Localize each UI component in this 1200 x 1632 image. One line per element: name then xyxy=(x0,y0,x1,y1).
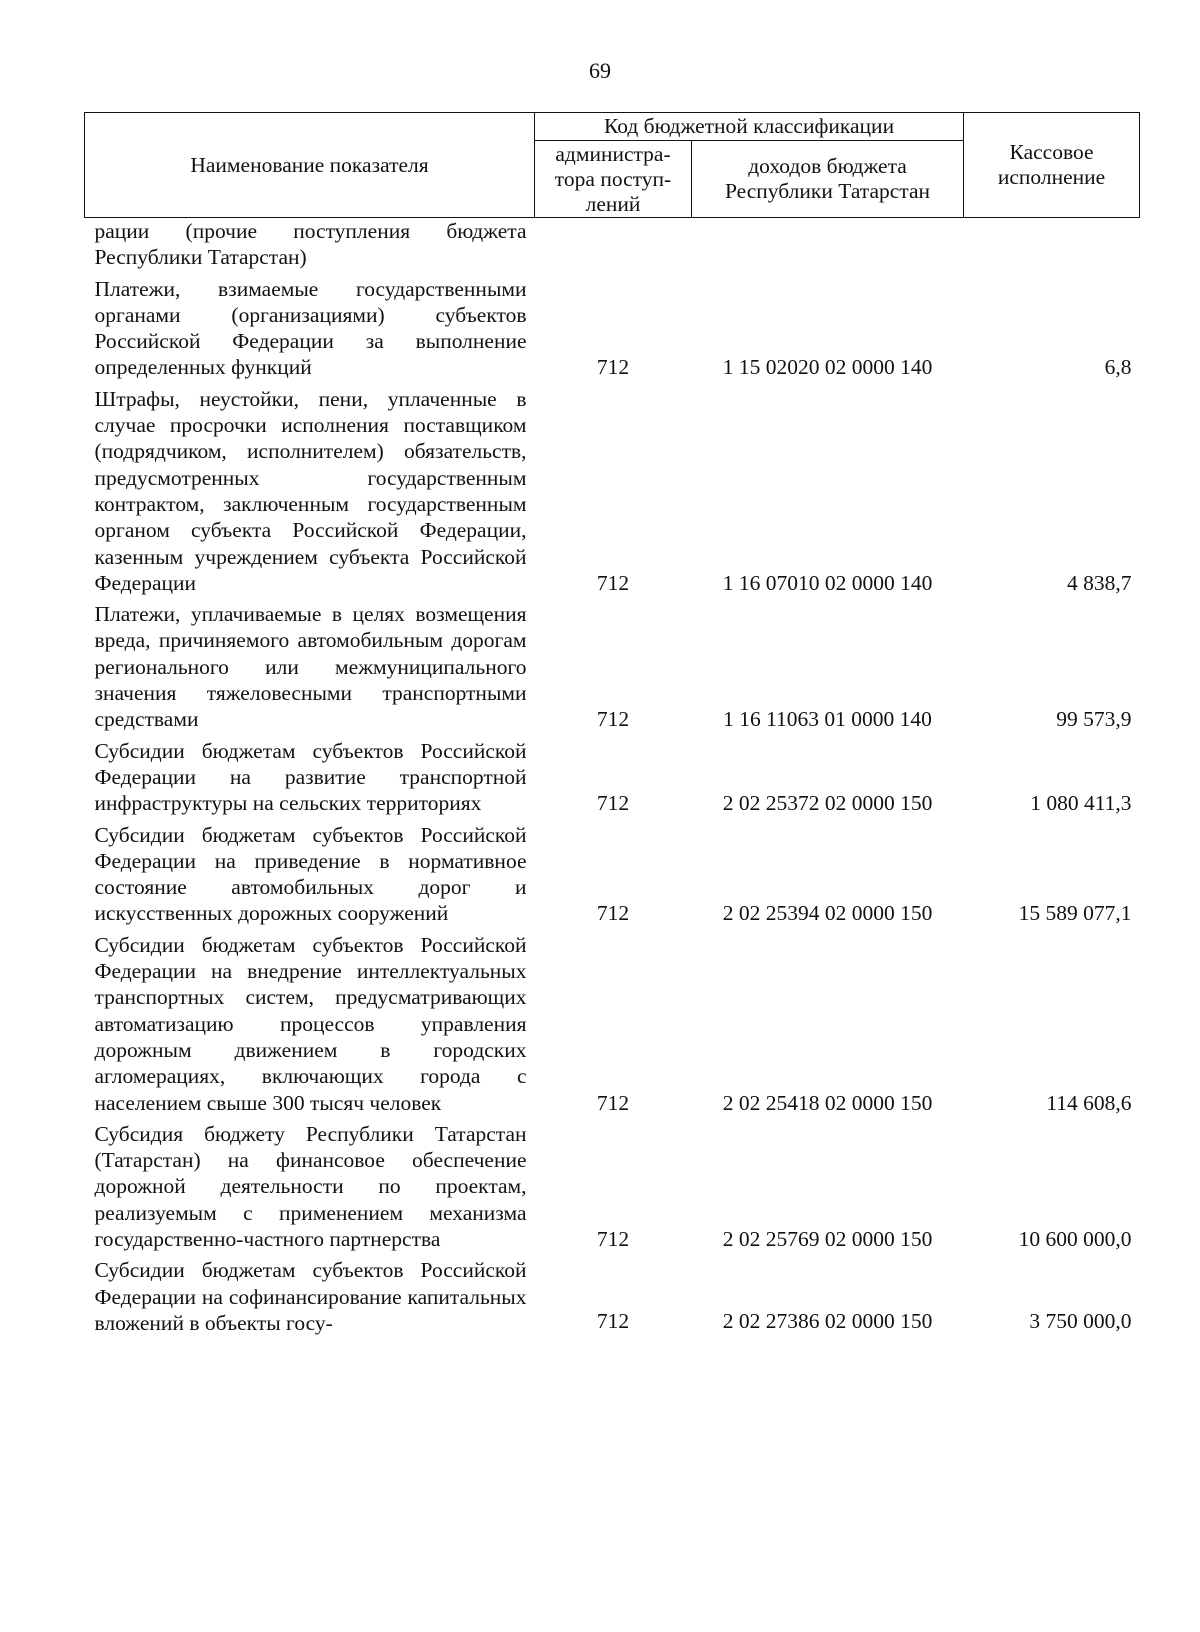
row-administrator-code: 712 xyxy=(596,1226,630,1251)
row-indicator-name: Штрафы, неустойки, пени, уплаченные в случае просрочки исполнения поставщиком (подрядчиком, исполнителем) обязательств, предусмотренных государственным контрактом, заключенным государственным органом субъекта Российской Федерации, казенным учреждением субъекта Российской Федерации xyxy=(94,386,527,595)
row-cash-amount: 6,8 xyxy=(1104,355,1132,380)
table-body xyxy=(85,218,1140,1337)
table-row xyxy=(85,273,1140,383)
row-administrator-code: 712 xyxy=(596,791,630,816)
table-row xyxy=(85,1254,1140,1336)
row-indicator-name: Платежи, взимаемые государственными органами (организациями) субъектов Российской Федерации за выполнение определенных функций xyxy=(94,276,527,380)
row-income-code: 1 16 07010 02 0000 140 xyxy=(722,570,933,595)
row-income-code: 1 16 11063 01 0000 140 xyxy=(723,707,932,732)
table-row xyxy=(85,929,1140,1118)
row-indicator-name: Субсидии бюджетам субъектов Российской Федерации на внедрение интеллектуальных транспортных систем, предусматривающих автоматизацию процессов управления дорожным движением в городских агломерациях, включающих города с населением свыше 300 тысяч человек xyxy=(94,932,527,1115)
row-indicator-name: Субсидии бюджетам субъектов Российской Федерации на приведение в нормативное состояние автомобильных дорог и искусственных дорожных сооружений xyxy=(94,822,527,926)
table-row xyxy=(85,598,1140,734)
row-administrator-code: 712 xyxy=(596,1308,630,1333)
header-budget-classification-code: Код бюджетной классификации xyxy=(535,113,964,141)
table-row xyxy=(85,218,1140,273)
row-administrator-code xyxy=(535,218,692,273)
table-row xyxy=(85,1118,1140,1254)
header-revenue-administrator: администра-тора поступ-лений xyxy=(535,141,692,218)
header-cash-execution: Кассовое исполнение xyxy=(964,113,1140,218)
page-number: 69 xyxy=(589,58,611,83)
row-income-code: 2 02 27386 02 0000 150 xyxy=(722,1308,933,1333)
row-cash-amount: 15 589 077,1 xyxy=(1018,901,1132,926)
row-indicator-name: Субсидия бюджету Республики Татарстан (Татарстан) на финансовое обеспечение дорожной деятельности по проектам, реализуемым с применением механизма государственно-частного партнерства xyxy=(94,1121,527,1251)
row-income-code xyxy=(692,218,964,273)
row-cash-amount: 114 608,6 xyxy=(1046,1090,1132,1115)
row-indicator-name: Платежи, уплачиваемые в целях возмещения вреда, причиняемого автомобильным дорогам регионального или межмуниципального значения тяжеловесными транспортными средствами xyxy=(94,602,527,732)
row-income-code: 2 02 25769 02 0000 150 xyxy=(722,1226,933,1251)
row-cash-amount: 10 600 000,0 xyxy=(1018,1226,1132,1251)
header-indicator-name: Наименование показателя xyxy=(85,113,535,218)
row-administrator-code: 712 xyxy=(596,707,630,732)
row-administrator-code: 712 xyxy=(596,901,630,926)
row-income-code: 2 02 25372 02 0000 150 xyxy=(722,791,933,816)
table-row xyxy=(85,819,1140,929)
table-row xyxy=(85,735,1140,819)
budget-revenue-table xyxy=(84,112,1140,1336)
row-cash-amount: 99 573,9 xyxy=(1056,707,1132,732)
row-administrator-code: 712 xyxy=(596,1090,630,1115)
row-indicator-name: Субсидии бюджетам субъектов Российской Федерации на развитие транспортной инфраструктуры на сельских территориях xyxy=(94,738,527,816)
row-cash-amount: 4 838,7 xyxy=(1067,570,1132,595)
row-income-code: 2 02 25418 02 0000 150 xyxy=(722,1090,933,1115)
header-republic-budget-income: доходов бюджета Республики Татарстан xyxy=(692,141,964,218)
row-income-code: 2 02 25394 02 0000 150 xyxy=(722,901,933,926)
row-indicator-name: Субсидии бюджетам субъектов Российской Федерации на софинансирование капитальных вложений в объекты госу- xyxy=(94,1258,527,1335)
row-administrator-code: 712 xyxy=(596,355,630,380)
table-header xyxy=(85,113,1140,218)
table-row xyxy=(85,383,1140,598)
row-cash-amount xyxy=(964,218,1140,273)
row-administrator-code: 712 xyxy=(596,570,630,595)
row-income-code: 1 15 02020 02 0000 140 xyxy=(722,355,933,380)
row-indicator-name: рации (прочие поступления бюджета Республики Татарстан) xyxy=(94,219,527,270)
row-cash-amount: 3 750 000,0 xyxy=(1029,1308,1132,1333)
row-cash-amount: 1 080 411,3 xyxy=(1030,791,1132,816)
